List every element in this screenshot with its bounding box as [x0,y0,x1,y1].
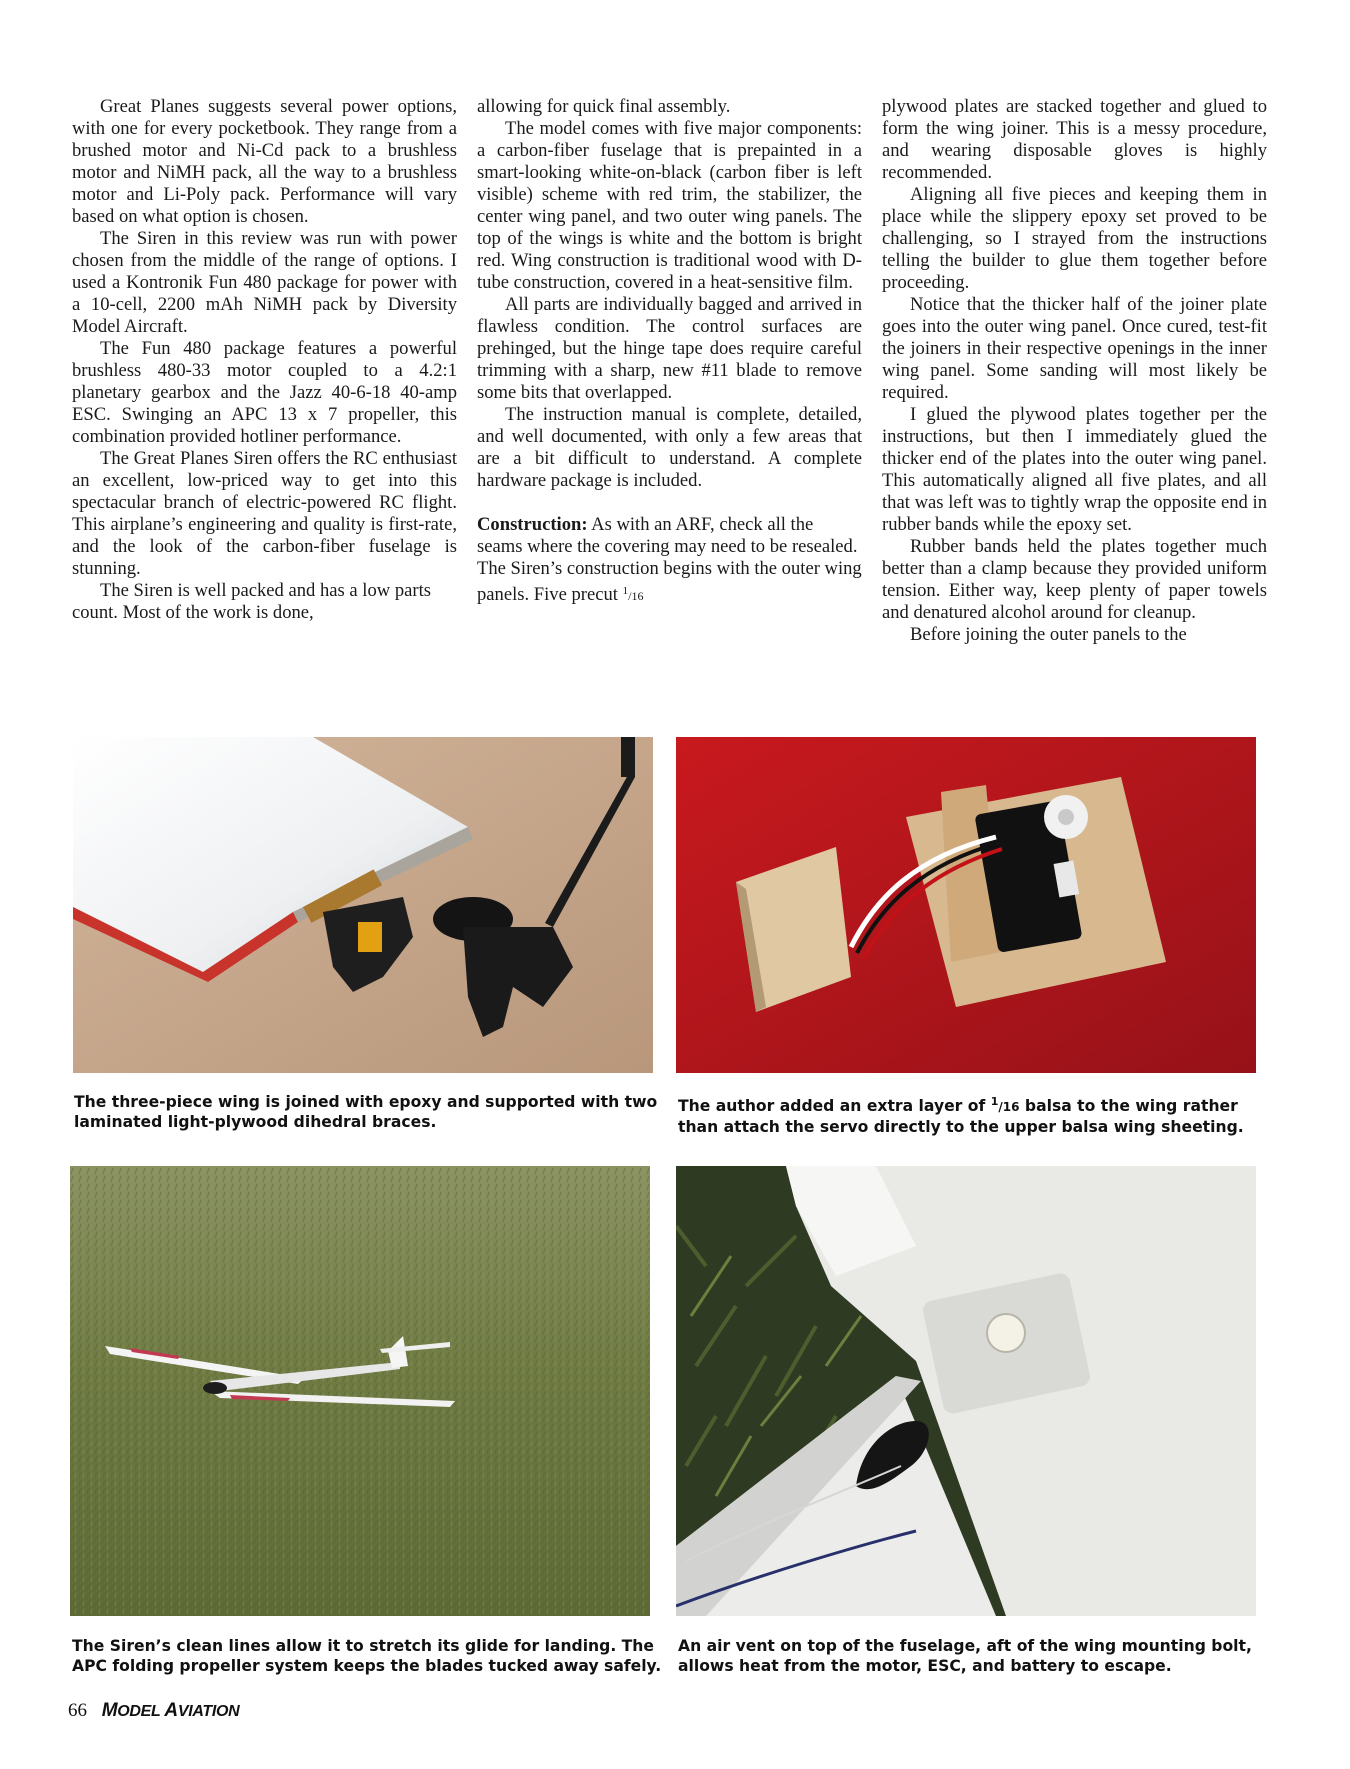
photo-caption: The three-piece wing is joined with epoxy and supported with two laminated light-plywood dihedral braces. [74,1093,658,1131]
photo-caption [678,1092,1268,1137]
paragraph: allowing for quick final assembly. [477,96,731,117]
magazine-initial: A [164,1700,178,1721]
paragraph: Great Planes suggests several power options, with one for every pocketbook. They range from a brushed motor and Ni-Cd pack to a brushless motor and NiMH pack, all the way to a brushless motor and Li-Poly pack. Performance will vary based on what option is chosen. [72,96,457,227]
glider-landing-photo [70,1166,650,1616]
paragraph: Rubber bands held the plates together much better than a clamp because they provided uniform tension. Either way, keep plenty of paper towels and denatured alcohol around for cleanup. [882,536,1267,623]
fraction [622,585,644,603]
fraction-numerator: 1 [622,585,629,597]
paragraph: All parts are individually bagged and arrived in flawless condition. The control surfaces are prehinged, but the hinge tape does require careful trimming with a sharp, new #11 blade to remove some bits that overlapped. [477,294,862,403]
paragraph: The model comes with five major components: a carbon-fiber fuselage that is prepainted in a smart-looking white-on-black (carbon fiber is left visible) scheme with red trim, the stabilizer, the center wing panel, and two outer wing panels. The top of the wings is white and the bottom is bright red. Wing construction is traditional wood with D-tube construction, covered in a heat-sensitive film. [477,118,862,293]
servo-photo [676,737,1256,1073]
page-number: 66 [68,1700,87,1721]
caption-text: The author added an extra layer of [678,1097,991,1115]
paragraph: The Siren in this review was run with power chosen from the middle of the range of options. I used a Kontronik Fun 480 package for power with a 10-cell, 2200 mAh NiMH pack by Diversity Model Aircraft. [72,228,457,337]
photo-caption: An air vent on top of the fuselage, aft of the wing mounting bolt, allows heat from the motor, ESC, and battery to escape. [678,1637,1252,1675]
paragraph: I glued the plywood plates together per the instructions, but then I immediately glued the thicker end of the plates into the outer wing panel. This automatically aligned all five plates, and all that was left was to tightly wrap the opposite end in rubber bands while the epoxy set. [882,404,1267,535]
paragraph: The Fun 480 package features a powerful brushless 480-33 motor coupled to a 4.2:1 planetary gearbox and the Jazz 40-6-18 40-amp ESC. Swinging an APC 13 x 7 propeller, this combination provided hotliner performance. [72,338,457,447]
section-lead-in: Construction: [477,514,588,535]
paragraph: The instruction manual is complete, detailed, and well documented, with only a few areas that are a bit difficult to understand. A complete hardware package is included. [477,404,862,491]
page-footer [68,1700,239,1722]
paragraph: The Great Planes Siren offers the RC enthusiast an excellent, low-priced way to get into this spectacular branch of electric-powered RC flight. This airplane’s engineering and quality is first-rate, and the look of the carbon-fiber fuselage is stunning. [72,448,457,579]
construction-paragraph [477,514,862,607]
magazine-name [101,1700,240,1721]
magazine-word: VIATION [177,1703,240,1720]
paragraph-text: As with an ARF, check all the seams where the covering may need to be resealed. The Siren’s construction begins with the outer wing panels. Five precut [477,514,862,605]
paragraph: Aligning all five pieces and keeping them in place while the slippery epoxy set proved to be challenging, so I strayed from the instructions telling the builder to glue them together before proceeding. [882,184,1267,293]
text-column-1 [72,96,457,624]
wing-clamp-photo [73,737,653,1073]
photo-caption: The Siren’s clean lines allow it to stretch its glide for landing. The APC folding propeller system keeps the blades tucked away safely. [72,1637,662,1675]
caption-text: balsa to the wing rather than attach the servo directly to the upper balsa wing sheeting. [678,1097,1244,1136]
fraction-numerator: 1 [990,1095,999,1108]
paragraph: plywood plates are stacked together and glued to form the wing joiner. This is a messy procedure, and wearing disposable gloves is highly recommended. [882,96,1267,183]
magazine-word: ODEL [117,1703,161,1720]
paragraph: Notice that the thicker half of the joiner plate goes into the outer wing panel. Once cured, test-fit the joiners in their respective openings in the inner wing panel. Some sanding will most likely be required. [882,294,1267,403]
text-column-2 [477,96,862,607]
fraction-denominator: /16 [998,1100,1020,1114]
paragraph: Before joining the outer panels to the [910,624,1187,645]
text-column-3 [882,96,1267,646]
air-vent-photo [676,1166,1256,1616]
fraction-denominator: /16 [628,589,644,603]
paragraph: The Siren is well packed and has a low parts count. Most of the work is done, [72,580,431,623]
magazine-initial: M [101,1700,118,1721]
fraction [990,1095,1020,1114]
